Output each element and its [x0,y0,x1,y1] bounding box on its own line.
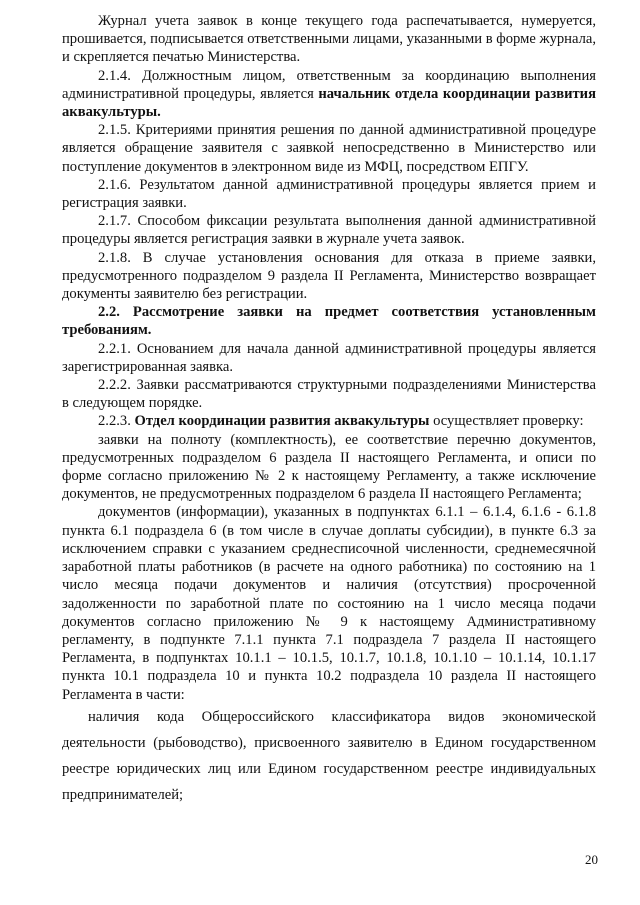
paragraph-2-2-1: 2.2.1. Основанием для начала данной административной процедуры является зарегистрированная заявка. [62,340,596,375]
section-heading-2-2: 2.2. Рассмотрение заявки на предмет соответствия установленным требованиям. [62,304,596,339]
paragraph-okved: наличия кода Общероссийского классификатора видов экономической деятельности (рыбоводство), присвоенного заявителю в Едином государственном реестре юридических лиц или Едином государственном реестре индивидуальных предпринимателей; [62,708,596,803]
paragraph-2-2-3 [62,412,596,430]
paragraph-documents: документов (информации), указанных в подпунктах 6.1.1 – 6.1.4, 6.1.6 - 6.1.8 пункта 6.1 подраздела 6 (в том числе в случае доплаты субсидии), в пункте 6.3 за исключением справки с указанием среднесписочной численности, среднемесячной заработной платы работников (в расчете на одного работника) по состоянию на 1 число месяца подачи документов и наличия (отсутствия) просроченной задолженности по заработной плате по состоянию на 1 число месяца подачи документов согласно приложению № 9 к настоящему Административному регламенту, в подпункте 7.1.1 пункта 7.1 подраздела 7 раздела II настоящего Регламента, в подпунктах 10.1.1 – 10.1.5, 10.1.7, 10.1.8, 10.1.10 – 10.1.14, 10.1.17 пункта 10.1 подраздела 10 и пункта 10.2 подраздела 10 раздела II настоящего Регламента в части: [62,504,596,703]
paragraph-2-1-7: 2.1.7. Способом фиксации результата выполнения данной административной процедуры является регистрация заявки в журнале учета заявок. [62,213,596,248]
document-page [62,12,596,808]
paragraph-2-1-5: 2.1.5. Критериями принятия решения по данной административной процедуре является обращение заявителя с заявкой непосредственно в Министерство или поступление документов в электронном виде из МФЦ, посредством ЕПГУ. [62,122,596,175]
paragraph-journal: Журнал учета заявок в конце текущего года распечатывается, нумеруется, прошивается, подписывается ответственными лицами, указанными в форме журнала, и скрепляется печатью Министерства. [62,13,596,66]
paragraph-2-1-4-text: 2.1.4. Должностным лицом, ответственным за координацию выполнения административной процедуры, является [62,67,596,102]
paragraph-2-1-6: 2.1.6. Результатом данной административной процедуры является прием и регистрация заявки. [62,176,596,212]
paragraph-completeness: заявки на полноту (комплектность), ее соответствие перечню документов, предусмотренных подразделом 6 раздела II настоящего Регламента, и описи по форме согласно приложению № 2 к настоящему Регламенту, а также исключение документов, не предусмотренных подразделом 6 раздела II настоящего Регламента; [62,431,596,503]
paragraph-2-1-4 [62,67,596,122]
paragraph-2-1-8: 2.1.8. В случае установления основания для отказа в приеме заявки, предусмотренного подразделом 9 раздела II Регламента, Министерство возвращает документы заявителю без регистрации. [62,249,596,303]
paragraph-2-1-4-bold: начальник отдела координации развития аквакультуры. [62,85,596,121]
paragraph-2-2-2: 2.2.2. Заявки рассматриваются структурными подразделениями Министерства в следующем порядке. [62,377,596,412]
paragraph-2-2-3-text: осуществляет проверку: [429,413,584,430]
paragraph-2-2-3-number: 2.2.3. [98,413,135,430]
page-number: 20 [585,852,598,867]
paragraph-2-2-3-bold: Отдел координации развития аквакультуры [134,413,430,430]
